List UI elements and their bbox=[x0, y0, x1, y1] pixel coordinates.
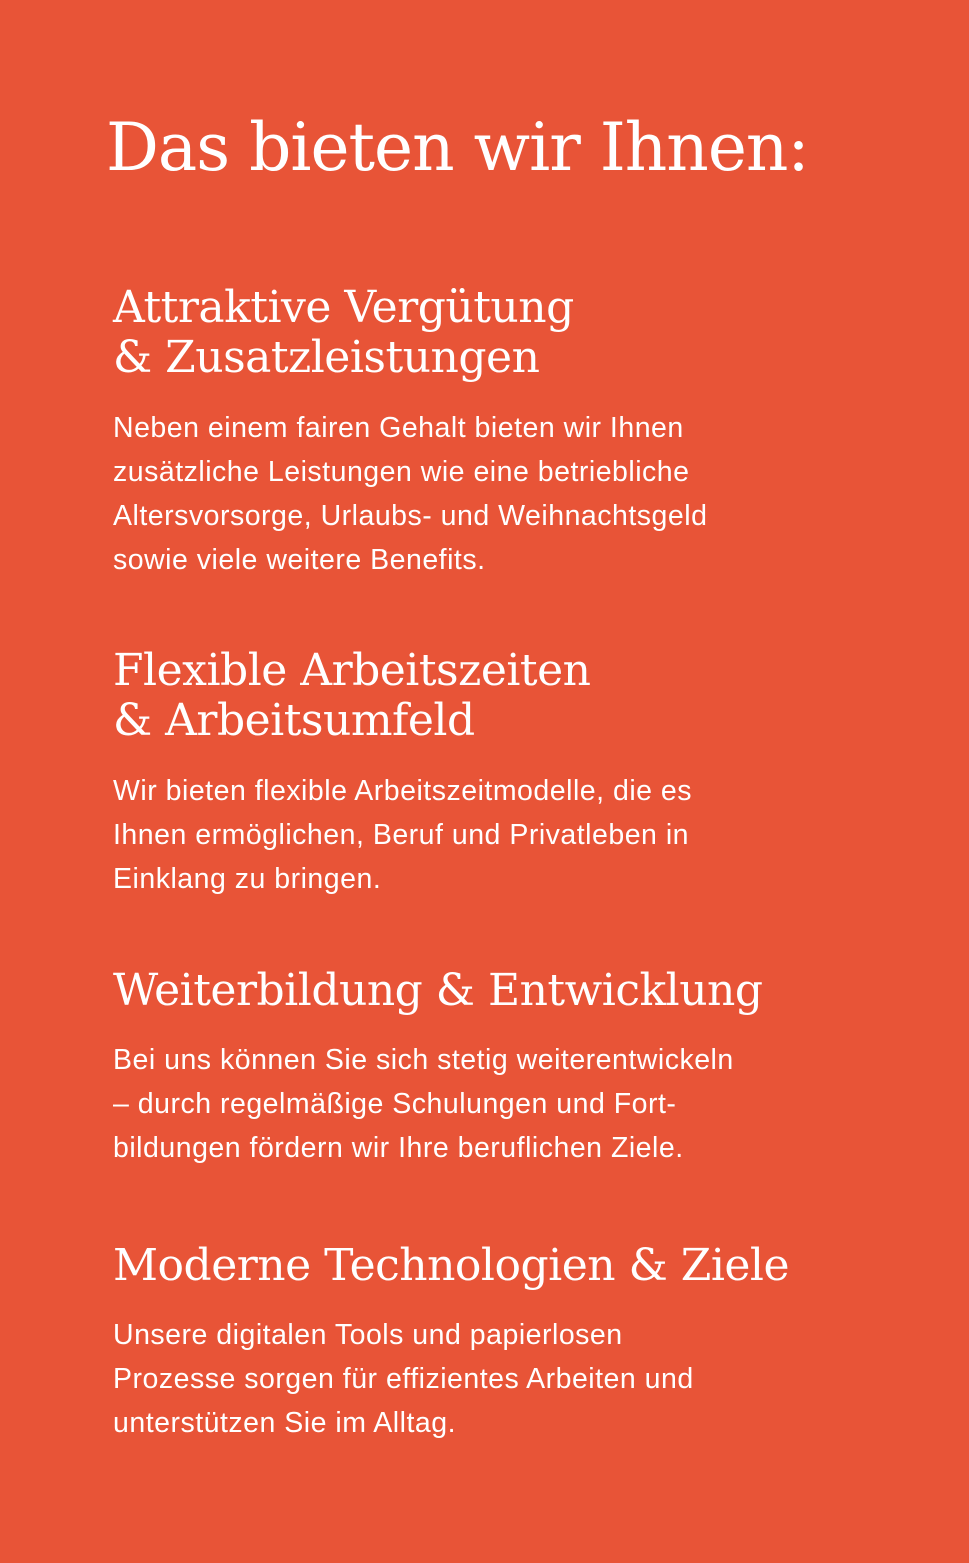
benefit-description-line: Wir bieten flexible Arbeitszeitmodelle, die es bbox=[113, 775, 693, 807]
benefit-description-line: unterstützen Sie im Alltag. bbox=[113, 1407, 457, 1439]
benefit-heading bbox=[113, 283, 873, 383]
benefit-heading-line: Attraktive Vergütung bbox=[113, 282, 574, 333]
benefit-description bbox=[113, 406, 873, 582]
benefit-description bbox=[113, 1313, 873, 1445]
benefit-description bbox=[113, 769, 873, 901]
benefit-heading bbox=[113, 966, 873, 1016]
page-title: Das bieten wir Ihnen: bbox=[106, 109, 809, 186]
benefit-technology bbox=[113, 1241, 873, 1445]
benefit-heading-line: Moderne Technologien & Ziele bbox=[113, 1240, 790, 1291]
benefit-description-line: sowie viele weitere Benefits. bbox=[113, 544, 486, 576]
benefit-flexible-hours bbox=[113, 646, 873, 901]
benefit-heading-line: Flexible Arbeitszeiten bbox=[113, 645, 591, 696]
benefit-heading bbox=[113, 1241, 873, 1291]
benefit-description-line: zusätzliche Leistungen wie eine betriebliche bbox=[113, 456, 690, 488]
benefit-description bbox=[113, 1038, 873, 1170]
benefit-description-line: Unsere digitalen Tools und papierlosen bbox=[113, 1319, 623, 1351]
benefit-heading bbox=[113, 646, 873, 746]
benefit-description-line: Altersvorsorge, Urlaubs- und Weihnachtsgeld bbox=[113, 500, 708, 532]
benefit-description-line: – durch regelmäßige Schulungen und Fort- bbox=[113, 1088, 677, 1120]
benefit-compensation bbox=[113, 283, 873, 582]
benefit-description-line: Prozesse sorgen für effizientes Arbeiten und bbox=[113, 1363, 694, 1395]
benefit-description-line: Einklang zu bringen. bbox=[113, 863, 382, 895]
benefit-heading-line: Weiterbildung & Entwicklung bbox=[113, 965, 763, 1016]
benefit-description-line: Ihnen ermöglichen, Beruf und Privatleben in bbox=[113, 819, 690, 851]
benefit-heading-line: & Zusatzleistungen bbox=[113, 332, 540, 383]
benefit-description-line: Bei uns können Sie sich stetig weiterentwickeln bbox=[113, 1044, 734, 1076]
benefit-training bbox=[113, 966, 873, 1170]
benefit-heading-line: & Arbeitsumfeld bbox=[113, 695, 475, 746]
benefit-description-line: Neben einem fairen Gehalt bieten wir Ihnen bbox=[113, 412, 684, 444]
benefit-description-line: bildungen fördern wir Ihre beruflichen Ziele. bbox=[113, 1132, 684, 1164]
